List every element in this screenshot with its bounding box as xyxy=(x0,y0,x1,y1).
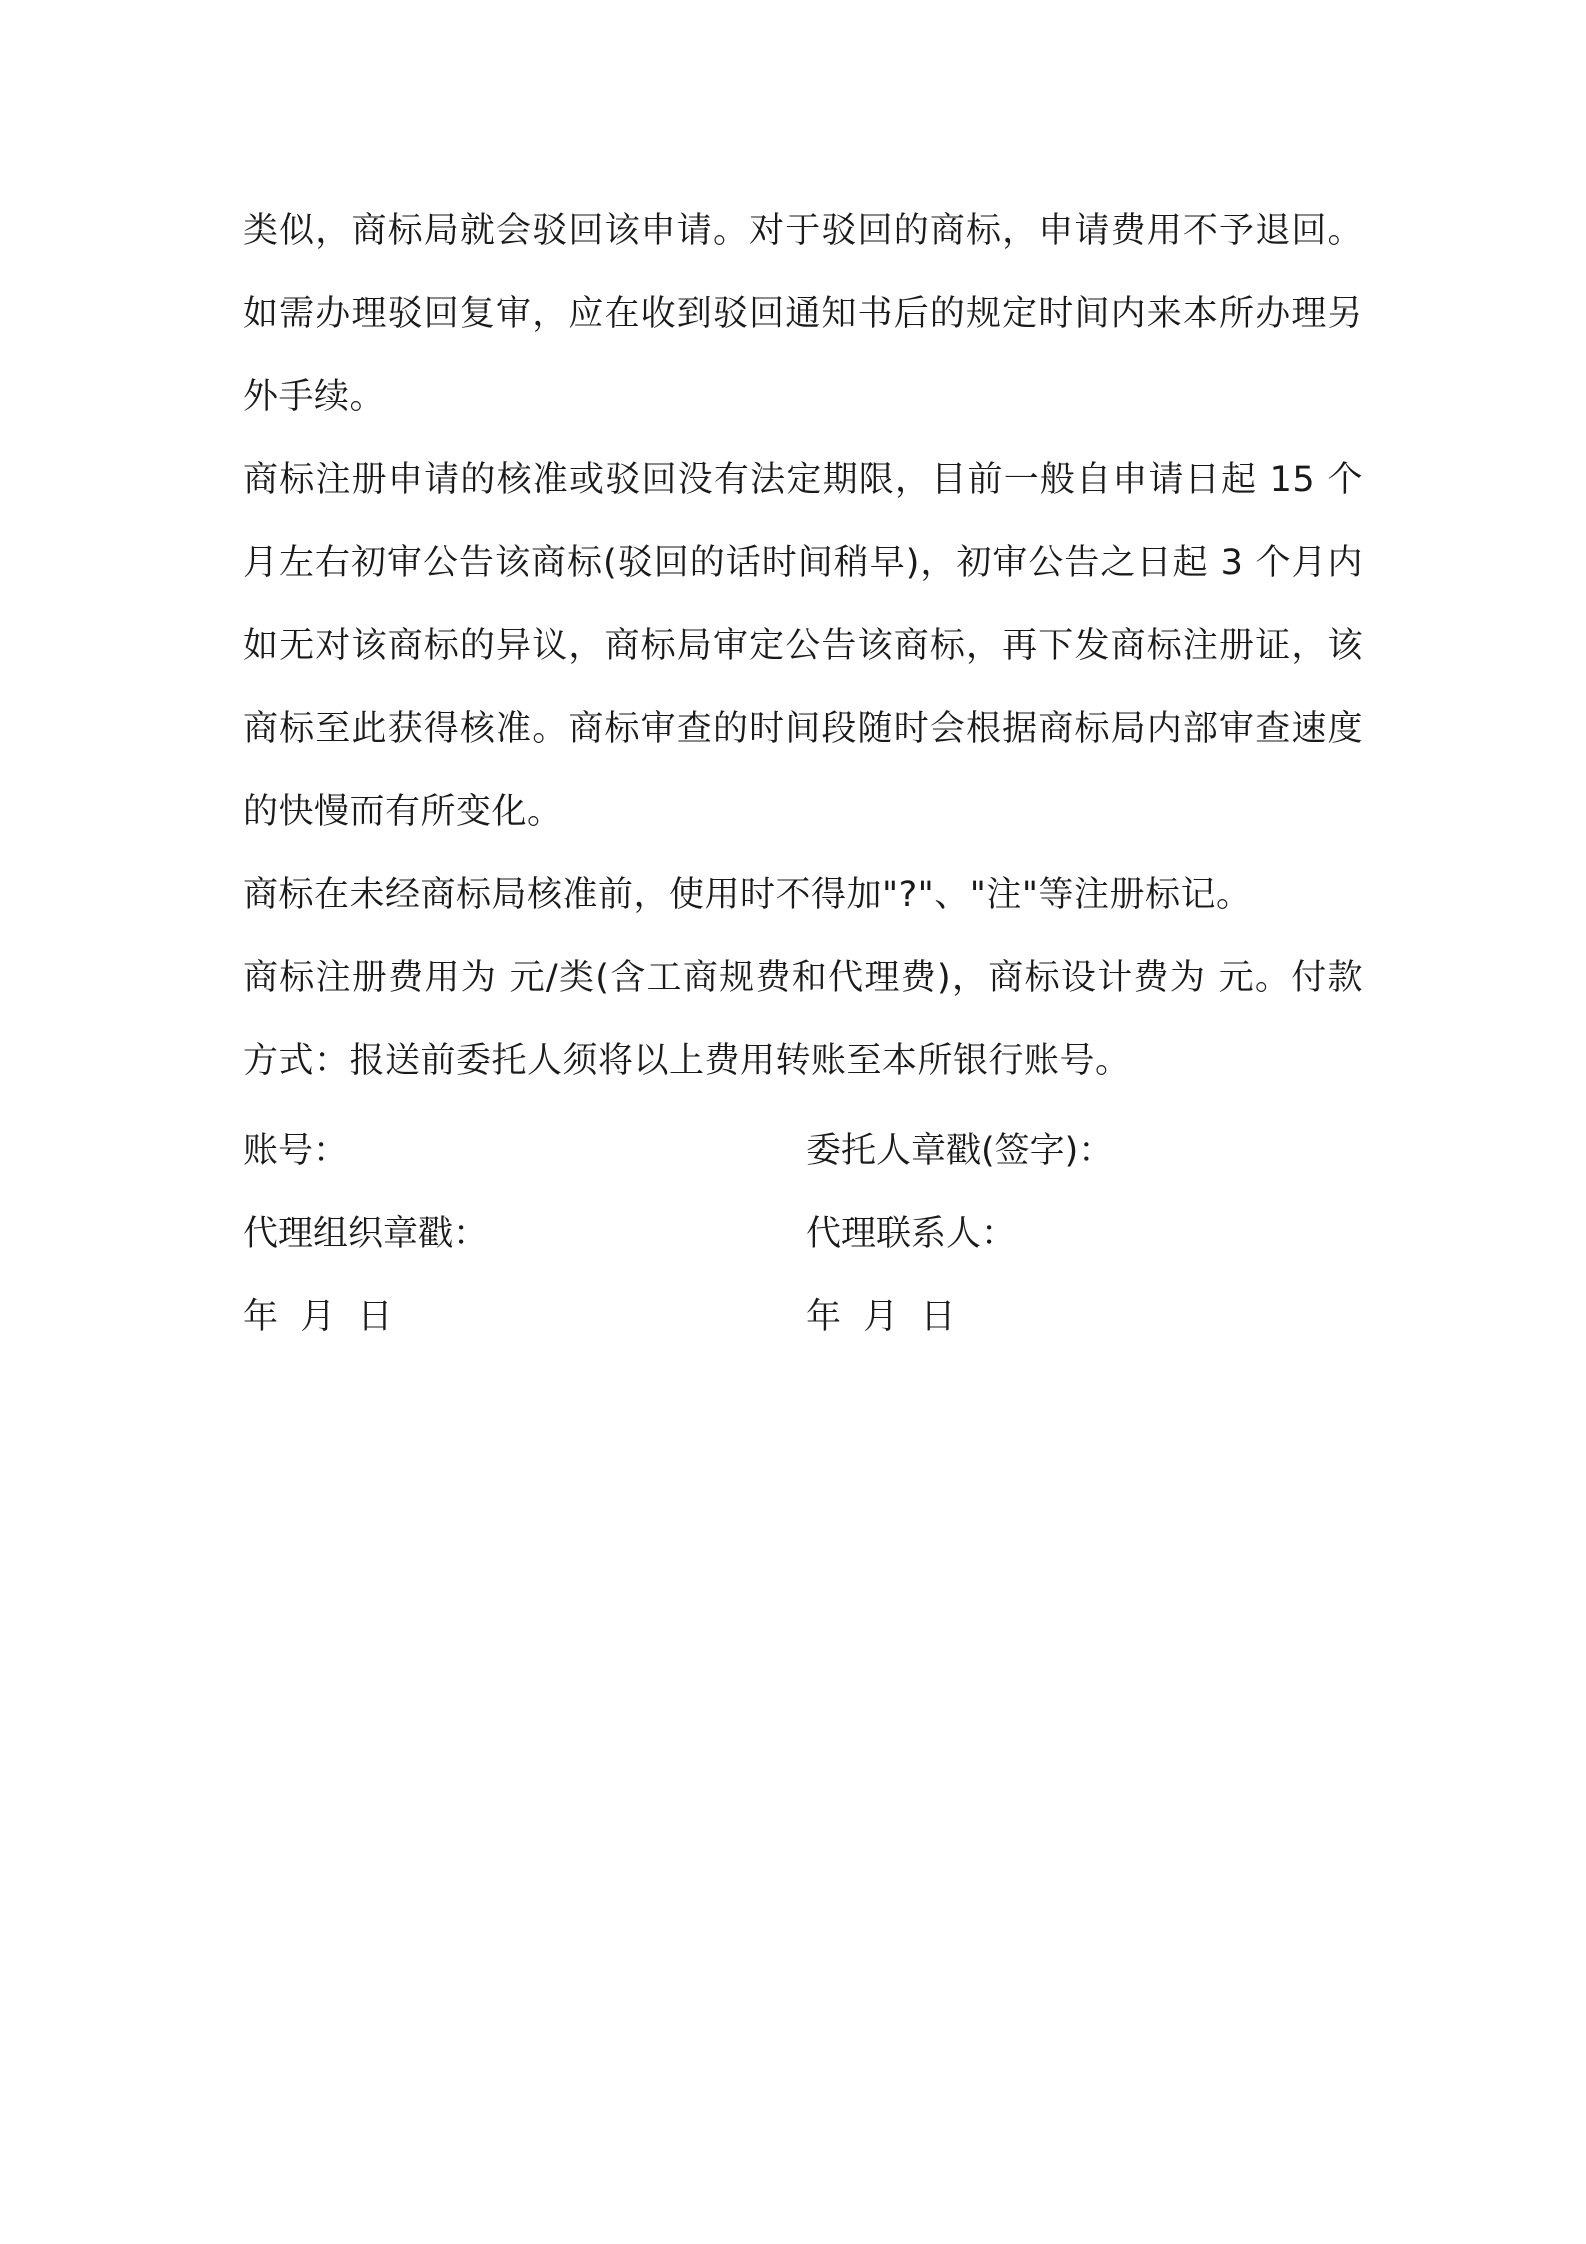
date-right: 年 月 日 xyxy=(806,1297,956,1337)
signature-block xyxy=(243,1110,1363,1359)
signature-row xyxy=(243,1276,1363,1359)
date-left: 年 月 日 xyxy=(243,1297,393,1337)
document-body xyxy=(243,190,1363,1103)
client-seal-label: 委托人章戳(签字)： xyxy=(806,1131,1114,1171)
paragraph-review-period: 商标注册申请的核准或驳回没有法定期限，目前一般自申请日起 15 个月左右初审公告该商标(驳回的话时间稍早)，初审公告之日起 3 个月内如无对该商标的异议，商标局审定公告该商标，再下发商标注册证，该商标至此获得核准。商标审查的时间段随时会根据商标局内部审查速度的快慢而有所变化。 xyxy=(243,460,1363,832)
paragraph-registration-mark: 商标在未经商标局核准前，使用时不得加"?"、"注"等注册标记。 xyxy=(243,875,1252,915)
signature-row xyxy=(243,1110,1363,1193)
paragraph-fees: 商标注册费用为 元/类(含工商规费和代理费)，商标设计费为 元。付款方式：报送前委托人须将以上费用转账至本所银行账号。 xyxy=(243,958,1363,1081)
signature-row xyxy=(243,1193,1363,1276)
agency-seal-label: 代理组织章戳： xyxy=(243,1214,489,1254)
agent-contact-label: 代理联系人： xyxy=(806,1214,1017,1254)
account-label: 账号： xyxy=(243,1131,349,1171)
paragraph-rejection: 类似，商标局就会驳回该申请。对于驳回的商标，申请费用不予退回。如需办理驳回复审，应在收到驳回通知书后的规定时间内来本所办理另外手续。 xyxy=(243,211,1363,417)
